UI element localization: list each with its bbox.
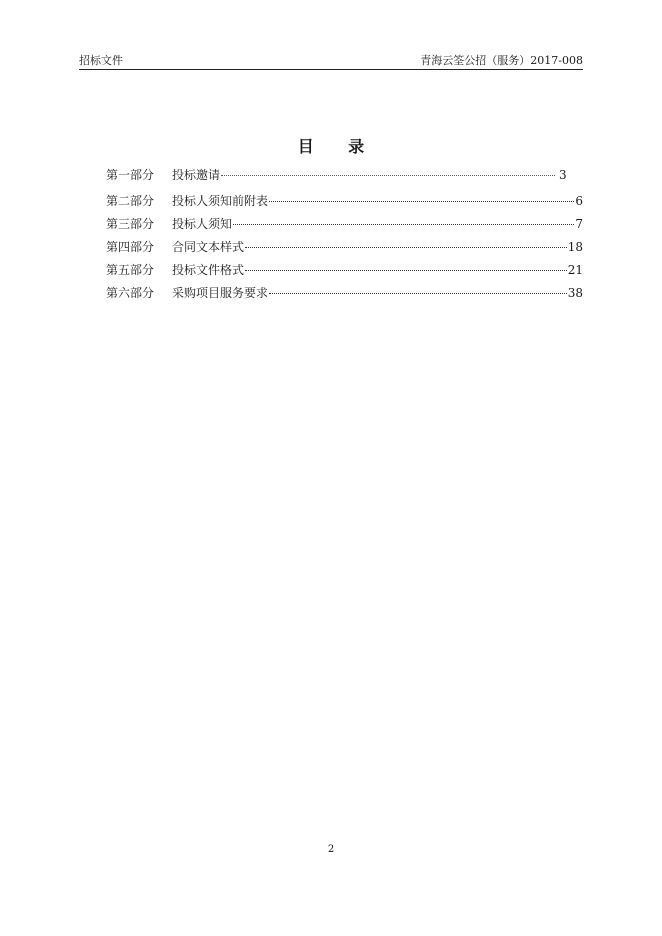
header-left-text: 招标文件: [79, 54, 123, 67]
toc-leader-dots: [269, 201, 574, 202]
toc-entry-part: 第四部分: [106, 240, 155, 254]
toc-entry-title: 投标文件格式: [172, 263, 245, 277]
toc-entry-4[interactable]: [106, 236, 583, 259]
header-right-text: 青海云筌公招（服务）2017-008: [420, 54, 583, 67]
toc-entry-part: 第五部分: [106, 263, 155, 277]
toc-entry-page: 7: [575, 217, 583, 231]
toc-entry-1[interactable]: [106, 164, 583, 187]
toc-entry-page: 6: [575, 194, 583, 208]
toc-leader-dots: [269, 293, 567, 294]
toc-entry-title: 投标人须知前附表: [172, 194, 269, 208]
toc-entry-part: 第三部分: [106, 217, 155, 231]
toc-entry-page: 38: [567, 286, 583, 300]
toc-entry-page: 21: [567, 263, 583, 277]
toc-leader-dots: [245, 247, 567, 248]
toc-entry-title: 投标人须知: [172, 217, 233, 231]
toc-title: 目 录: [297, 137, 379, 156]
toc-entry-title: 合同文本样式: [172, 240, 245, 254]
toc-entry-3[interactable]: [106, 213, 583, 236]
toc-entry-part: 第一部分: [106, 168, 155, 182]
toc-leader-dots: [245, 270, 567, 271]
toc-entry-2[interactable]: [106, 190, 583, 213]
toc-entry-title: 投标邀请: [172, 168, 221, 182]
toc-entry-title: 采购项目服务要求: [172, 286, 269, 300]
toc-leader-dots: [221, 175, 555, 176]
toc-entry-page: 3: [559, 168, 567, 182]
toc-entry-5[interactable]: [106, 259, 583, 282]
table-of-contents: [106, 164, 583, 305]
toc-entry-part: 第六部分: [106, 286, 155, 300]
toc-leader-dots: [233, 224, 574, 225]
toc-entry-6[interactable]: [106, 282, 583, 305]
toc-entry-part: 第二部分: [106, 194, 155, 208]
page-header: [79, 52, 583, 70]
toc-entry-page: 18: [567, 240, 583, 254]
page-number: 2: [327, 844, 335, 855]
